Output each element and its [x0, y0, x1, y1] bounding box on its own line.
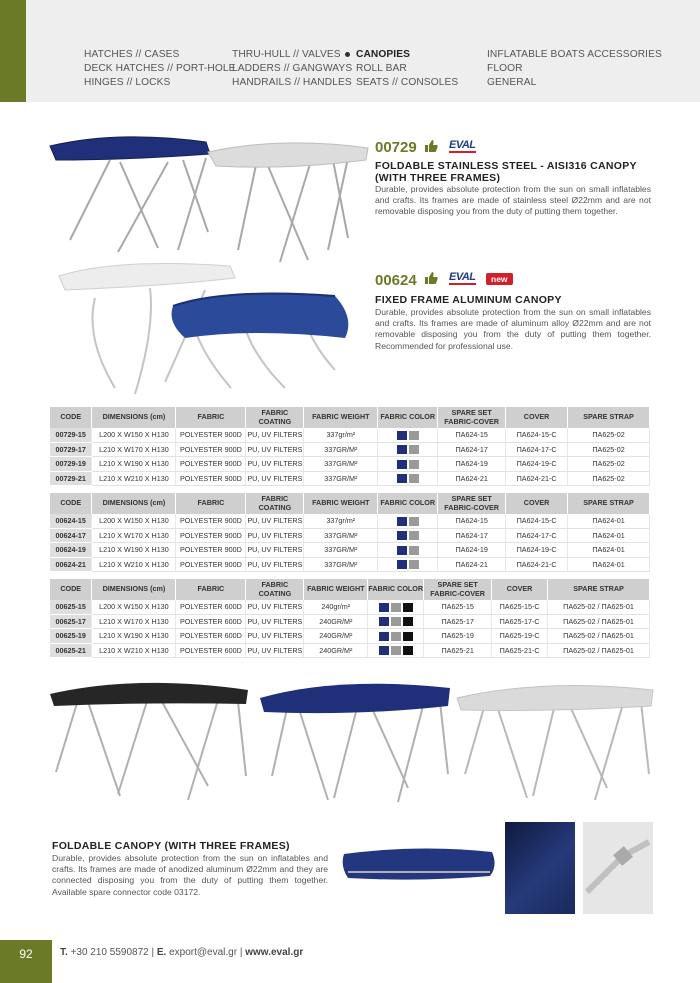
cell-code: 00729-17: [50, 442, 92, 456]
product-title-00624: FIXED FRAME ALUMINUM CANOPY: [375, 294, 562, 306]
col-header-spare-strap: SPARE STRAP: [568, 493, 650, 514]
email-label: E.: [156, 947, 167, 958]
cell-cover: ΠA624-21-C: [506, 471, 568, 485]
col-header-fabric-color: FABRIC COLOR: [378, 407, 438, 428]
spec-table-00625: [50, 579, 650, 658]
col-header-fabric-weight: FABRIC WEIGHT: [304, 579, 368, 600]
cell-fabric: POLYESTER 600D: [176, 643, 246, 657]
nav-link-general[interactable]: GENERAL: [487, 77, 537, 88]
cell-spare-set: ΠA625-21: [424, 643, 492, 657]
cell-coating: PU, UV FILTERS: [246, 543, 304, 557]
cell-code: 00729-21: [50, 471, 92, 485]
cell-color: [378, 514, 438, 528]
cell-code: 00624-15: [50, 514, 92, 528]
color-swatch: [397, 546, 407, 555]
cell-cover: ΠA624-15-C: [506, 514, 568, 528]
separator: |: [239, 947, 246, 958]
color-swatch: [403, 632, 413, 641]
table-body: [50, 600, 650, 658]
cell-code: 00624-19: [50, 543, 92, 557]
cell-code: 00729-19: [50, 457, 92, 471]
nav-link-seats[interactable]: SEATS // CONSOLES: [356, 77, 459, 88]
table-body: [50, 514, 650, 572]
cell-strap: ΠA625-02: [568, 457, 650, 471]
cell-spare-set: ΠA625-17: [424, 614, 492, 628]
color-swatch: [397, 431, 407, 440]
cell-strap: ΠA625-02 / ΠA625-01: [548, 600, 650, 614]
nav-link-handrails[interactable]: HANDRAILS // HANDLES: [232, 77, 352, 88]
cell-code: 00729-15: [50, 428, 92, 442]
cell-weight: 337gr/m²: [304, 428, 378, 442]
cell-spare-set: ΠA624-19: [438, 457, 506, 471]
color-swatch: [409, 474, 419, 483]
cell-strap: ΠA624-01: [568, 528, 650, 542]
email-link[interactable]: export@eval.gr: [169, 947, 238, 958]
cell-strap: ΠA625-02: [568, 428, 650, 442]
cell-color: [378, 471, 438, 485]
product-title-00729: [375, 160, 637, 184]
cell-coating: PU, UV FILTERS: [246, 614, 304, 628]
table-row: [50, 528, 650, 542]
table-header-row: [50, 407, 650, 428]
col-header-spare-strap: SPARE STRAP: [548, 579, 650, 600]
cell-strap: ΠA625-02 / ΠA625-01: [548, 643, 650, 657]
table-row: [50, 428, 650, 442]
table-row: [50, 643, 650, 657]
cell-fabric: POLYESTER 900D: [176, 428, 246, 442]
color-swatch: [391, 646, 401, 655]
table-row: [50, 600, 650, 614]
cell-weight: 337GR/M²: [304, 543, 378, 557]
cell-fabric: POLYESTER 600D: [176, 629, 246, 643]
cell-weight: 337GR/M²: [304, 471, 378, 485]
col-header-spare-set: SPARE SET FABRIC-COVER: [424, 579, 492, 600]
nav-link-hatches[interactable]: HATCHES // CASES: [84, 49, 180, 60]
cell-spare-set: ΠA625-15: [424, 600, 492, 614]
canopy-black-image: [48, 676, 253, 806]
nav-column-3: [356, 48, 458, 90]
website-link[interactable]: www.eval.gr: [245, 947, 304, 958]
canopy-grey-image: [455, 678, 655, 808]
cell-weight: 337GR/M²: [304, 557, 378, 571]
color-swatch: [379, 617, 389, 626]
col-header-fabric: FABRIC: [176, 493, 246, 514]
cell-dimensions: L210 X W170 X H130: [92, 528, 176, 542]
cell-dimensions: L200 X W150 X H130: [92, 428, 176, 442]
cell-dimensions: L210 X W210 X H130: [92, 557, 176, 571]
col-header-code: CODE: [50, 579, 92, 600]
cell-fabric: POLYESTER 600D: [176, 614, 246, 628]
cell-strap: ΠA624-01: [568, 514, 650, 528]
cell-weight: 337gr/m²: [304, 514, 378, 528]
cell-fabric: POLYESTER 900D: [176, 528, 246, 542]
color-swatch: [397, 560, 407, 569]
cell-coating: PU, UV FILTERS: [246, 471, 304, 485]
color-swatch: [379, 603, 389, 612]
thumbs-up-icon: [425, 140, 438, 152]
cell-color: [378, 528, 438, 542]
eval-logo: EVAL: [449, 271, 476, 283]
cell-color: [368, 629, 424, 643]
table-row: [50, 543, 650, 557]
col-header-fabric-coating: FABRIC COATING: [246, 493, 304, 514]
cell-coating: PU, UV FILTERS: [246, 428, 304, 442]
product-description-00729: Durable, provides absolute protection from the sun on small inflatables and crafts. Its frames are made of stainless steel Ø22mm and are not removable disposing you from the duty of putting them together.: [375, 184, 651, 217]
product-description-foldable: Durable, provides absolute protection from the sun on inflatables and crafts. Its frames are made of anodized aluminum Ø22mm and they are connected disposing you from the duty of putting them together. Available spare connector code 03172.: [52, 853, 328, 897]
col-header-fabric-coating: FABRIC COATING: [246, 579, 304, 600]
cell-fabric: POLYESTER 900D: [176, 557, 246, 571]
cell-cover: ΠA625-17-C: [492, 614, 548, 628]
cell-cover: ΠA625-19-C: [492, 629, 548, 643]
cell-cover: ΠA624-17-C: [506, 442, 568, 456]
color-swatch: [379, 646, 389, 655]
table-row: [50, 557, 650, 571]
cell-color: [368, 614, 424, 628]
color-swatch: [397, 445, 407, 454]
canopy-00624-image: [55, 258, 355, 398]
color-swatch: [409, 546, 419, 555]
table-row: [50, 471, 650, 485]
color-swatch: [409, 460, 419, 469]
nav-column-2: [232, 48, 352, 90]
cell-dimensions: L200 X W150 X H130: [92, 600, 176, 614]
cell-dimensions: L210 X W170 X H130: [92, 614, 176, 628]
nav-column-4: [487, 48, 662, 90]
cell-weight: 240GR/M²: [304, 643, 368, 657]
cell-spare-set: ΠA624-19: [438, 543, 506, 557]
cell-color: [368, 600, 424, 614]
cell-fabric: POLYESTER 900D: [176, 457, 246, 471]
spec-table-00729: [50, 407, 650, 486]
cell-code: 00624-17: [50, 528, 92, 542]
color-swatch: [409, 517, 419, 526]
cell-cover: ΠA624-21-C: [506, 557, 568, 571]
cell-cover: ΠA625-21-C: [492, 643, 548, 657]
col-header-cover: COVER: [506, 407, 568, 428]
product-code-00624: 00624: [375, 272, 417, 289]
separator: |: [151, 947, 157, 958]
cell-dimensions: L210 X W190 X H130: [92, 543, 176, 557]
col-header-fabric-color: FABRIC COLOR: [378, 493, 438, 514]
color-swatch: [403, 603, 413, 612]
cell-coating: PU, UV FILTERS: [246, 528, 304, 542]
col-header-dimensions: DIMENSIONS (cm): [92, 493, 176, 514]
cell-spare-set: ΠA624-21: [438, 557, 506, 571]
col-header-spare-strap: SPARE STRAP: [568, 407, 650, 428]
product-description-00624: Durable, provides absolute protection from the sun on small inflatables and crafts. Its frames are made of aluminum alloy Ø22mm and are not removable disposing you from the duty of putting them together. Recommended for professional use.: [375, 307, 651, 351]
cell-coating: PU, UV FILTERS: [246, 442, 304, 456]
cell-strap: ΠA625-02 / ΠA625-01: [548, 629, 650, 643]
new-badge: new: [486, 273, 513, 285]
col-header-spare-set: SPARE SET FABRIC-COVER: [438, 493, 506, 514]
header-accent-tab: [0, 0, 26, 102]
table-row: [50, 614, 650, 628]
col-header-cover: COVER: [506, 493, 568, 514]
nav-link-ladders[interactable]: LADDERS // GANGWAYS: [232, 63, 353, 74]
page-number: 92: [19, 947, 33, 961]
col-header-code: CODE: [50, 493, 92, 514]
color-swatch: [391, 632, 401, 641]
cell-weight: 337GR/M²: [304, 528, 378, 542]
col-header-fabric: FABRIC: [176, 407, 246, 428]
cell-color: [378, 442, 438, 456]
cell-dimensions: L210 X W170 X H130: [92, 442, 176, 456]
col-header-fabric-weight: FABRIC WEIGHT: [304, 493, 378, 514]
cell-cover: ΠA624-17-C: [506, 528, 568, 542]
cell-coating: PU, UV FILTERS: [246, 457, 304, 471]
cell-fabric: POLYESTER 900D: [176, 442, 246, 456]
cell-dimensions: L210 X W190 X H130: [92, 457, 176, 471]
nav-link-hinges[interactable]: HINGES // LOCKS: [84, 77, 171, 88]
cell-code: 00625-15: [50, 600, 92, 614]
cell-dimensions: L210 X W190 X H130: [92, 629, 176, 643]
product-title-foldable: FOLDABLE CANOPY (WITH THREE FRAMES): [52, 840, 290, 852]
cell-color: [378, 457, 438, 471]
phone-label: T.: [60, 947, 68, 958]
cell-code: 00625-21: [50, 643, 92, 657]
cell-coating: PU, UV FILTERS: [246, 557, 304, 571]
cell-color: [378, 428, 438, 442]
cell-spare-set: ΠA624-17: [438, 528, 506, 542]
contact-line: [60, 947, 303, 958]
cell-fabric: POLYESTER 900D: [176, 514, 246, 528]
cell-weight: 240gr/m²: [304, 600, 368, 614]
cell-weight: 240GR/M²: [304, 614, 368, 628]
cell-spare-set: ΠA625-19: [424, 629, 492, 643]
cell-cover: ΠA625-15-C: [492, 600, 548, 614]
table-row: [50, 457, 650, 471]
cell-dimensions: L200 X W150 X H130: [92, 514, 176, 528]
cell-strap: ΠA625-02 / ΠA625-01: [548, 614, 650, 628]
cell-cover: ΠA624-15-C: [506, 428, 568, 442]
cell-weight: 337GR/M²: [304, 457, 378, 471]
color-swatch: [409, 531, 419, 540]
connector-detail-image: [583, 822, 653, 914]
table-row: [50, 629, 650, 643]
cell-dimensions: L210 X W210 X H130: [92, 643, 176, 657]
nav-link-inflatable-accessories[interactable]: INFLATABLE BOATS ACCESSORIES: [487, 49, 662, 60]
thumbs-up-icon: [425, 272, 438, 284]
color-swatch: [397, 460, 407, 469]
nav-link-thru-hull[interactable]: THRU-HULL // VALVES: [232, 49, 341, 60]
cell-weight: 337GR/M²: [304, 442, 378, 456]
col-header-fabric: FABRIC: [176, 579, 246, 600]
cell-spare-set: ΠA624-21: [438, 471, 506, 485]
col-header-fabric-color: FABRIC COLOR: [368, 579, 424, 600]
cell-color: [378, 543, 438, 557]
color-swatch: [397, 474, 407, 483]
product-title-00729-line2: (WITH THREE FRAMES): [375, 172, 501, 184]
table-row: [50, 442, 650, 456]
table-body: [50, 428, 650, 486]
col-header-code: CODE: [50, 407, 92, 428]
col-header-dimensions: DIMENSIONS (cm): [92, 579, 176, 600]
cell-strap: ΠA624-01: [568, 557, 650, 571]
nav-link-canopies-active[interactable]: CANOPIES: [356, 48, 458, 62]
cell-fabric: POLYESTER 900D: [176, 471, 246, 485]
cell-code: 00624-21: [50, 557, 92, 571]
color-swatch: [403, 646, 413, 655]
color-swatch: [403, 617, 413, 626]
rolled-cover-image: [340, 836, 500, 886]
cell-coating: PU, UV FILTERS: [246, 600, 304, 614]
color-swatch: [391, 603, 401, 612]
cell-color: [378, 557, 438, 571]
nav-link-floor[interactable]: FLOOR: [487, 63, 523, 74]
cell-spare-set: ΠA624-15: [438, 428, 506, 442]
table-header-row: [50, 579, 650, 600]
product-code-00729: 00729: [375, 139, 417, 156]
cell-code: 00625-19: [50, 629, 92, 643]
cell-cover: ΠA624-19-C: [506, 543, 568, 557]
cell-strap: ΠA624-01: [568, 543, 650, 557]
color-swatch: [409, 560, 419, 569]
col-header-spare-set: SPARE SET FABRIC-COVER: [438, 407, 506, 428]
cell-dimensions: L210 X W210 X H130: [92, 471, 176, 485]
fabric-detail-image: [505, 822, 575, 914]
cell-coating: PU, UV FILTERS: [246, 514, 304, 528]
cell-fabric: POLYESTER 600D: [176, 600, 246, 614]
color-swatch: [409, 445, 419, 454]
cell-spare-set: ΠA624-17: [438, 442, 506, 456]
cell-coating: PU, UV FILTERS: [246, 629, 304, 643]
col-header-dimensions: DIMENSIONS (cm): [92, 407, 176, 428]
canopy-navy-image: [258, 676, 453, 806]
product-title-00729-line1: FOLDABLE STAINLESS STEEL - AISI316 CANOPY: [375, 160, 637, 172]
cell-strap: ΠA625-02: [568, 471, 650, 485]
color-swatch: [409, 431, 419, 440]
cell-weight: 240GR/M²: [304, 629, 368, 643]
spec-table-00624: [50, 493, 650, 572]
canopy-00729-image: [48, 130, 373, 270]
col-header-fabric-coating: FABRIC COATING: [246, 407, 304, 428]
cell-fabric: POLYESTER 900D: [176, 543, 246, 557]
cell-coating: PU, UV FILTERS: [246, 643, 304, 657]
color-swatch: [397, 531, 407, 540]
eval-logo: EVAL: [449, 139, 476, 151]
table-row: [50, 514, 650, 528]
color-swatch: [379, 632, 389, 641]
table-header-row: [50, 493, 650, 514]
nav-column-1: [84, 48, 236, 90]
cell-strap: ΠA625-02: [568, 442, 650, 456]
col-header-cover: COVER: [492, 579, 548, 600]
cell-cover: ΠA624-19-C: [506, 457, 568, 471]
color-swatch: [397, 517, 407, 526]
cell-spare-set: ΠA624-15: [438, 514, 506, 528]
cell-color: [368, 643, 424, 657]
cell-code: 00625-17: [50, 614, 92, 628]
nav-link-roll-bar[interactable]: ROLL BAR: [356, 63, 407, 74]
col-header-fabric-weight: FABRIC WEIGHT: [304, 407, 378, 428]
color-swatch: [391, 617, 401, 626]
nav-link-deck-hatches[interactable]: DECK HATCHES // PORT-HOLE: [84, 63, 236, 74]
header-bar: [0, 0, 700, 102]
phone-number[interactable]: +30 210 5590872: [70, 947, 149, 958]
